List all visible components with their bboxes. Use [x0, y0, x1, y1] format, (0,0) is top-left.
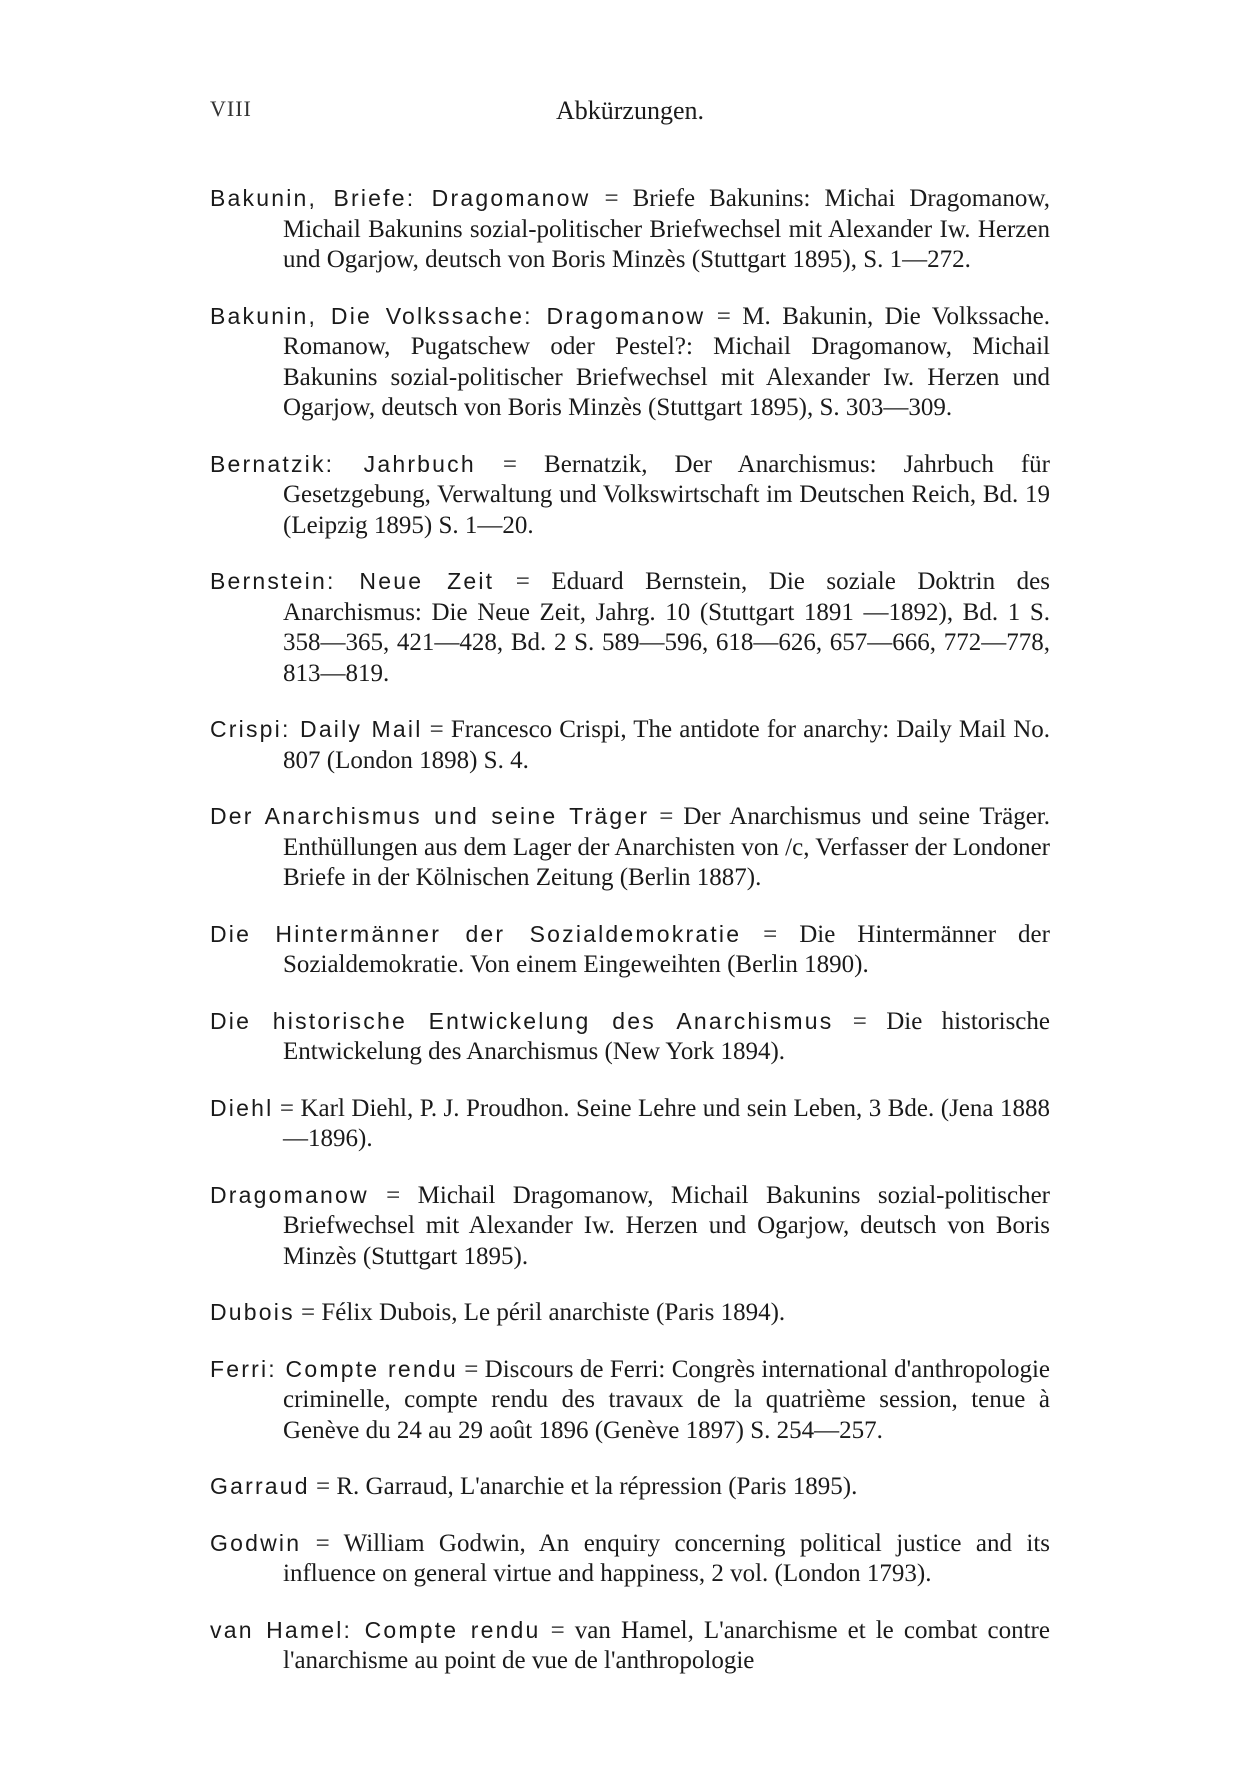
entry-text: = Félix Dubois, Le péril anarchiste (Paris 1894).	[294, 1299, 786, 1326]
entry-key: Dragomanow	[210, 1181, 369, 1208]
page-number: VIII	[210, 96, 252, 121]
entry-text: = Discours de Ferri: Congrès international d'anthropologie criminelle, compte rendu des travaux de la quatrième session, tenue à Genève du 24 au 29 août 1896 (Genève 1897) S. 254—257.	[283, 1355, 1050, 1444]
entry-text: = William Godwin, An enquiry concerning political justice and its influence on general virtue and happiness, 2 vol. (London 1793).	[283, 1529, 1050, 1587]
entry-text: = Eduard Bernstein, Die soziale Doktrin des Anarchismus: Die Neue Zeit, Jahrg. 10 (Stuttgart 1891 —1892), Bd. 1 S. 358—365, 421—428, Bd. 2 S. 589—596, 618—626, 657—666, 772—778, 813—819.	[283, 568, 1050, 687]
entry-key: van Hamel: Compte rendu	[210, 1616, 541, 1643]
entry-key: Crispi: Daily Mail	[210, 716, 423, 742]
entry-key: Bernstein: Neue Zeit	[210, 568, 495, 594]
abbreviation-entry	[210, 1615, 1050, 1677]
entry-key: Ferri: Compte rendu	[210, 1355, 458, 1382]
entry-text: = Der Anarchismus und seine Träger. Enthüllungen aus dem Lager der Anarchisten von /c, Verfasser der Londoner Briefe in der Kölnischen Zeitung (Berlin 1887).	[283, 803, 1051, 891]
abbreviation-entry	[210, 1093, 1050, 1155]
abbreviation-entry	[210, 801, 1050, 894]
abbreviation-entry	[210, 301, 1050, 424]
entry-text: = Die historische Entwickelung des Anarchismus (New York 1894).	[283, 1007, 1050, 1065]
abbreviation-entry	[210, 183, 1050, 276]
entry-text: = Francesco Crispi, The antidote for anarchy: Daily Mail No. 807 (London 1898) S. 4.	[283, 716, 1050, 774]
entry-key: Der Anarchismus und seine Träger	[210, 803, 650, 829]
abbreviation-entry	[210, 449, 1050, 542]
entry-key: Dubois	[210, 1299, 295, 1325]
entry-text: = Briefe Bakunins: Michai Dragomanow, Michail Bakunins sozial-politischer Briefwechsel mit Alexander Iw. Herzen und Ogarjow, deutsch von Boris Minzès (Stuttgart 1895), S. 1—272.	[283, 185, 1051, 273]
entry-key: Garraud	[210, 1473, 310, 1499]
entry-key: Die historische Entwickelung des Anarchismus	[210, 1007, 834, 1034]
entry-text: = van Hamel, L'anarchisme et le combat contre l'anarchisme au point de vue de l'anthropologie	[283, 1616, 1050, 1674]
entry-key: Bakunin, Briefe: Dragomanow	[210, 185, 591, 211]
abbreviation-entry	[210, 919, 1050, 981]
abbreviation-list	[210, 158, 1050, 1686]
abbreviation-entry	[210, 1471, 1050, 1503]
entry-text: = R. Garraud, L'anarchie et la répression (Paris 1895).	[309, 1473, 858, 1500]
abbreviation-entry	[210, 1006, 1050, 1068]
abbreviation-entry	[210, 1180, 1050, 1273]
entry-key: Bakunin, Die Volkssache: Dragomanow	[210, 302, 706, 329]
entry-text: = Bernatzik, Der Anarchismus: Jahrbuch für Gesetzgebung, Verwaltung und Volkswirtschaft im Deutschen Reich, Bd. 19 (Leipzig 1895) S. 1—20.	[283, 450, 1051, 539]
entry-key: Bernatzik: Jahrbuch	[210, 450, 476, 477]
abbreviation-entry	[210, 566, 1050, 689]
entry-key: Die Hintermänner der Sozialdemokratie	[210, 920, 742, 947]
entry-key: Godwin	[210, 1529, 302, 1556]
entry-text: = M. Bakunin, Die Volkssache. Romanow, Pugatschew oder Pestel?: Michail Dragomanow, Michail Bakunins sozial-politischer Briefwechsel mit Alexander Iw. Herzen und Ogarjow, deutsch von Boris Minzès (Stuttgart 1895), S. 303—309.	[283, 302, 1051, 421]
entry-text: = Die Hintermänner der Sozialdemokratie. Von einem Eingeweihten (Berlin 1890).	[283, 920, 1050, 978]
page-title: Abkürzungen.	[555, 96, 704, 125]
entry-text: = Karl Diehl, P. J. Proudhon. Seine Lehre und sein Leben, 3 Bde. (Jena 1888—1896).	[273, 1094, 1050, 1152]
entry-text: = Michail Dragomanow, Michail Bakunins sozial-politischer Briefwechsel mit Alexander Iw. Herzen und Ogarjow, deutsch von Boris Minzès (Stuttgart 1895).	[283, 1181, 1050, 1270]
entry-key: Diehl	[210, 1094, 274, 1121]
abbreviation-entry	[210, 1354, 1050, 1447]
abbreviation-entry	[210, 1528, 1050, 1590]
abbreviation-entry	[210, 1297, 1050, 1329]
page-header	[210, 96, 1050, 126]
abbreviation-entry	[210, 714, 1050, 776]
